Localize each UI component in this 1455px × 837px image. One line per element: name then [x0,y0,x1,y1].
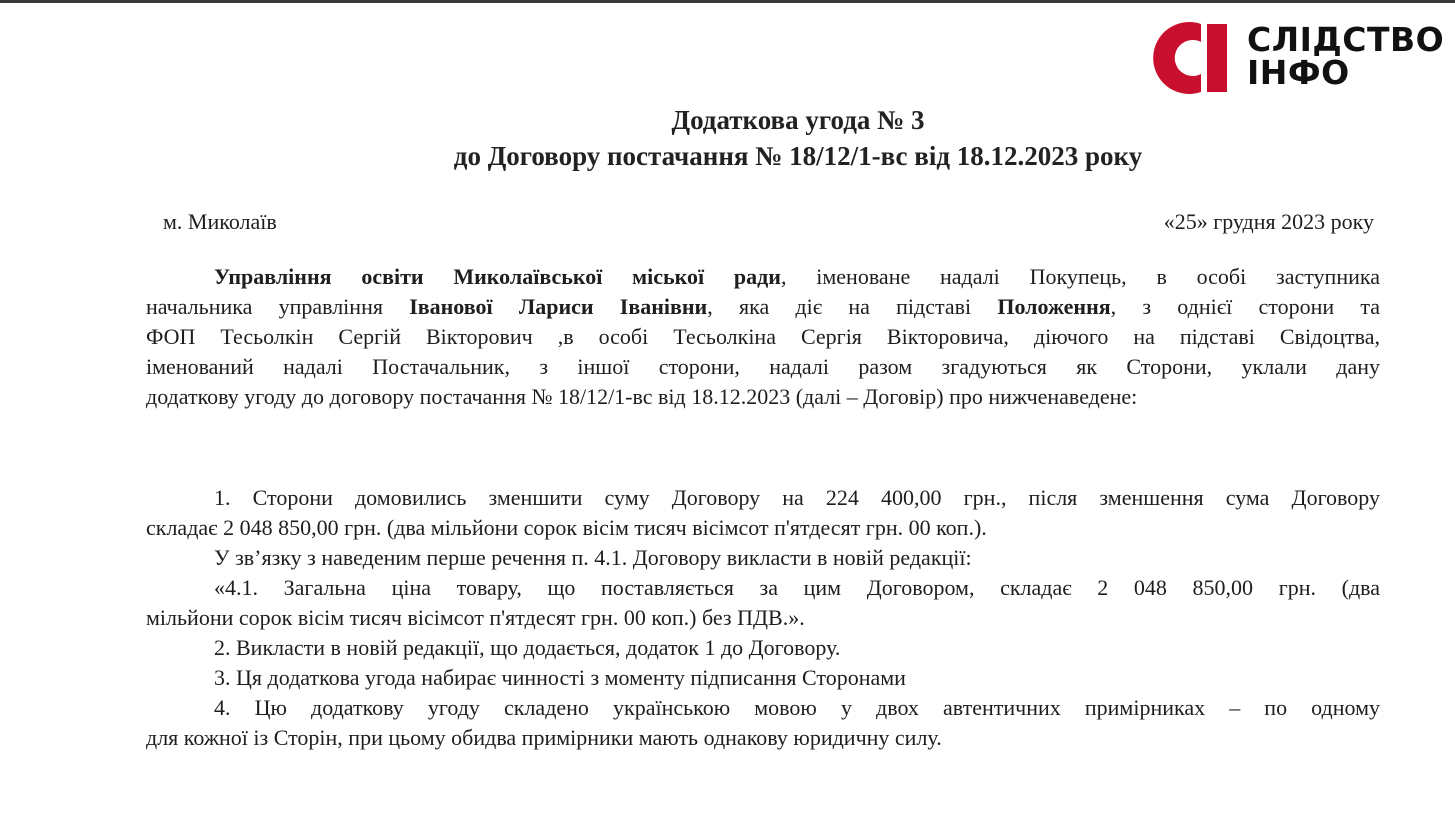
buyer-name: Управління освіти Миколаївської міської ради [214,264,781,289]
intro-line-5: додаткову угоду до договору постачання № 18/12/1-вс від 18.12.2023 (далі – Договір) про нижченаведене: [146,384,1138,409]
intro-line-2: начальника управління Іванової Лариси Іванівни, яка діє на підставі Положення, з однієї сторони та [146,294,1380,319]
logo-mark-icon [1141,20,1237,96]
clause-1-line-5: мільйони сорок вісім тисяч вісімсот п'ятдесят грн. 00 коп.) без ПДВ.». [146,605,805,630]
logo-line-1: СЛІДСТВО [1247,20,1445,59]
basis-document: Положення [997,294,1111,319]
place-of-signing: м. Миколаїв [163,209,277,234]
clause-1-line-1: 1. Сторони домовились зменшити суму Договору на 224 400,00 грн., після зменшення сума Договору [214,485,1380,510]
clause-1-line-4: «4.1. Загальна ціна товару, що поставляється за цим Договором, складає 2 048 850,00 грн. (два [214,575,1380,600]
clause-1-line-3: У зв’язку з наведеним перше речення п. 4.1. Договору викласти в новій редакції: [214,545,972,570]
logo-wordmark [1247,20,1445,92]
representative-name: Іванової Лариси Іванівни [409,294,708,319]
top-border [0,0,1455,3]
clause-4-line-2: для кожної із Сторін, при цьому обидва примірники мають однакову юридичну силу. [146,725,942,750]
clause-4-line-1: 4. Цю додаткову угоду складено українською мовою у двох автентичних примірниках – по одному [214,695,1380,720]
slidstvo-info-logo [1141,20,1445,96]
clause-2: 2. Викласти в новій редакції, що додається, додаток 1 до Договору. [214,635,841,660]
clause-1-line-2: складає 2 048 850,00 грн. (два мільйони сорок вісім тисяч вісімсот п'ятдесят грн. 00 коп.). [146,515,987,540]
clauses-section [146,483,1380,753]
document-date: «25» грудня 2023 року [1163,209,1374,234]
document-title [0,102,1455,174]
clause-3: 3. Ця додаткова угода набирає чинності з моменту підписання Сторонами [214,665,906,690]
logo-line-2: ІНФО [1247,53,1350,92]
title-line-1: Додаткова угода № 3 [671,105,925,135]
intro-line-3: ФОП Тесьолкін Сергій Вікторович ,в особі Тесьолкіна Сергія Вікторовича, діючого на підставі Свідоцтва, [146,324,1380,349]
intro-line-1: Управління освіти Миколаївської міської ради, іменоване надалі Покупець, в особі заступника [214,264,1380,289]
intro-line-4: іменований надалі Постачальник, з іншої сторони, надалі разом згадуються як Сторони, уклали дану [146,354,1380,379]
intro-paragraph [146,262,1380,412]
title-line-2: до Договору постачання № 18/12/1-вс від 18.12.2023 року [453,141,1143,171]
